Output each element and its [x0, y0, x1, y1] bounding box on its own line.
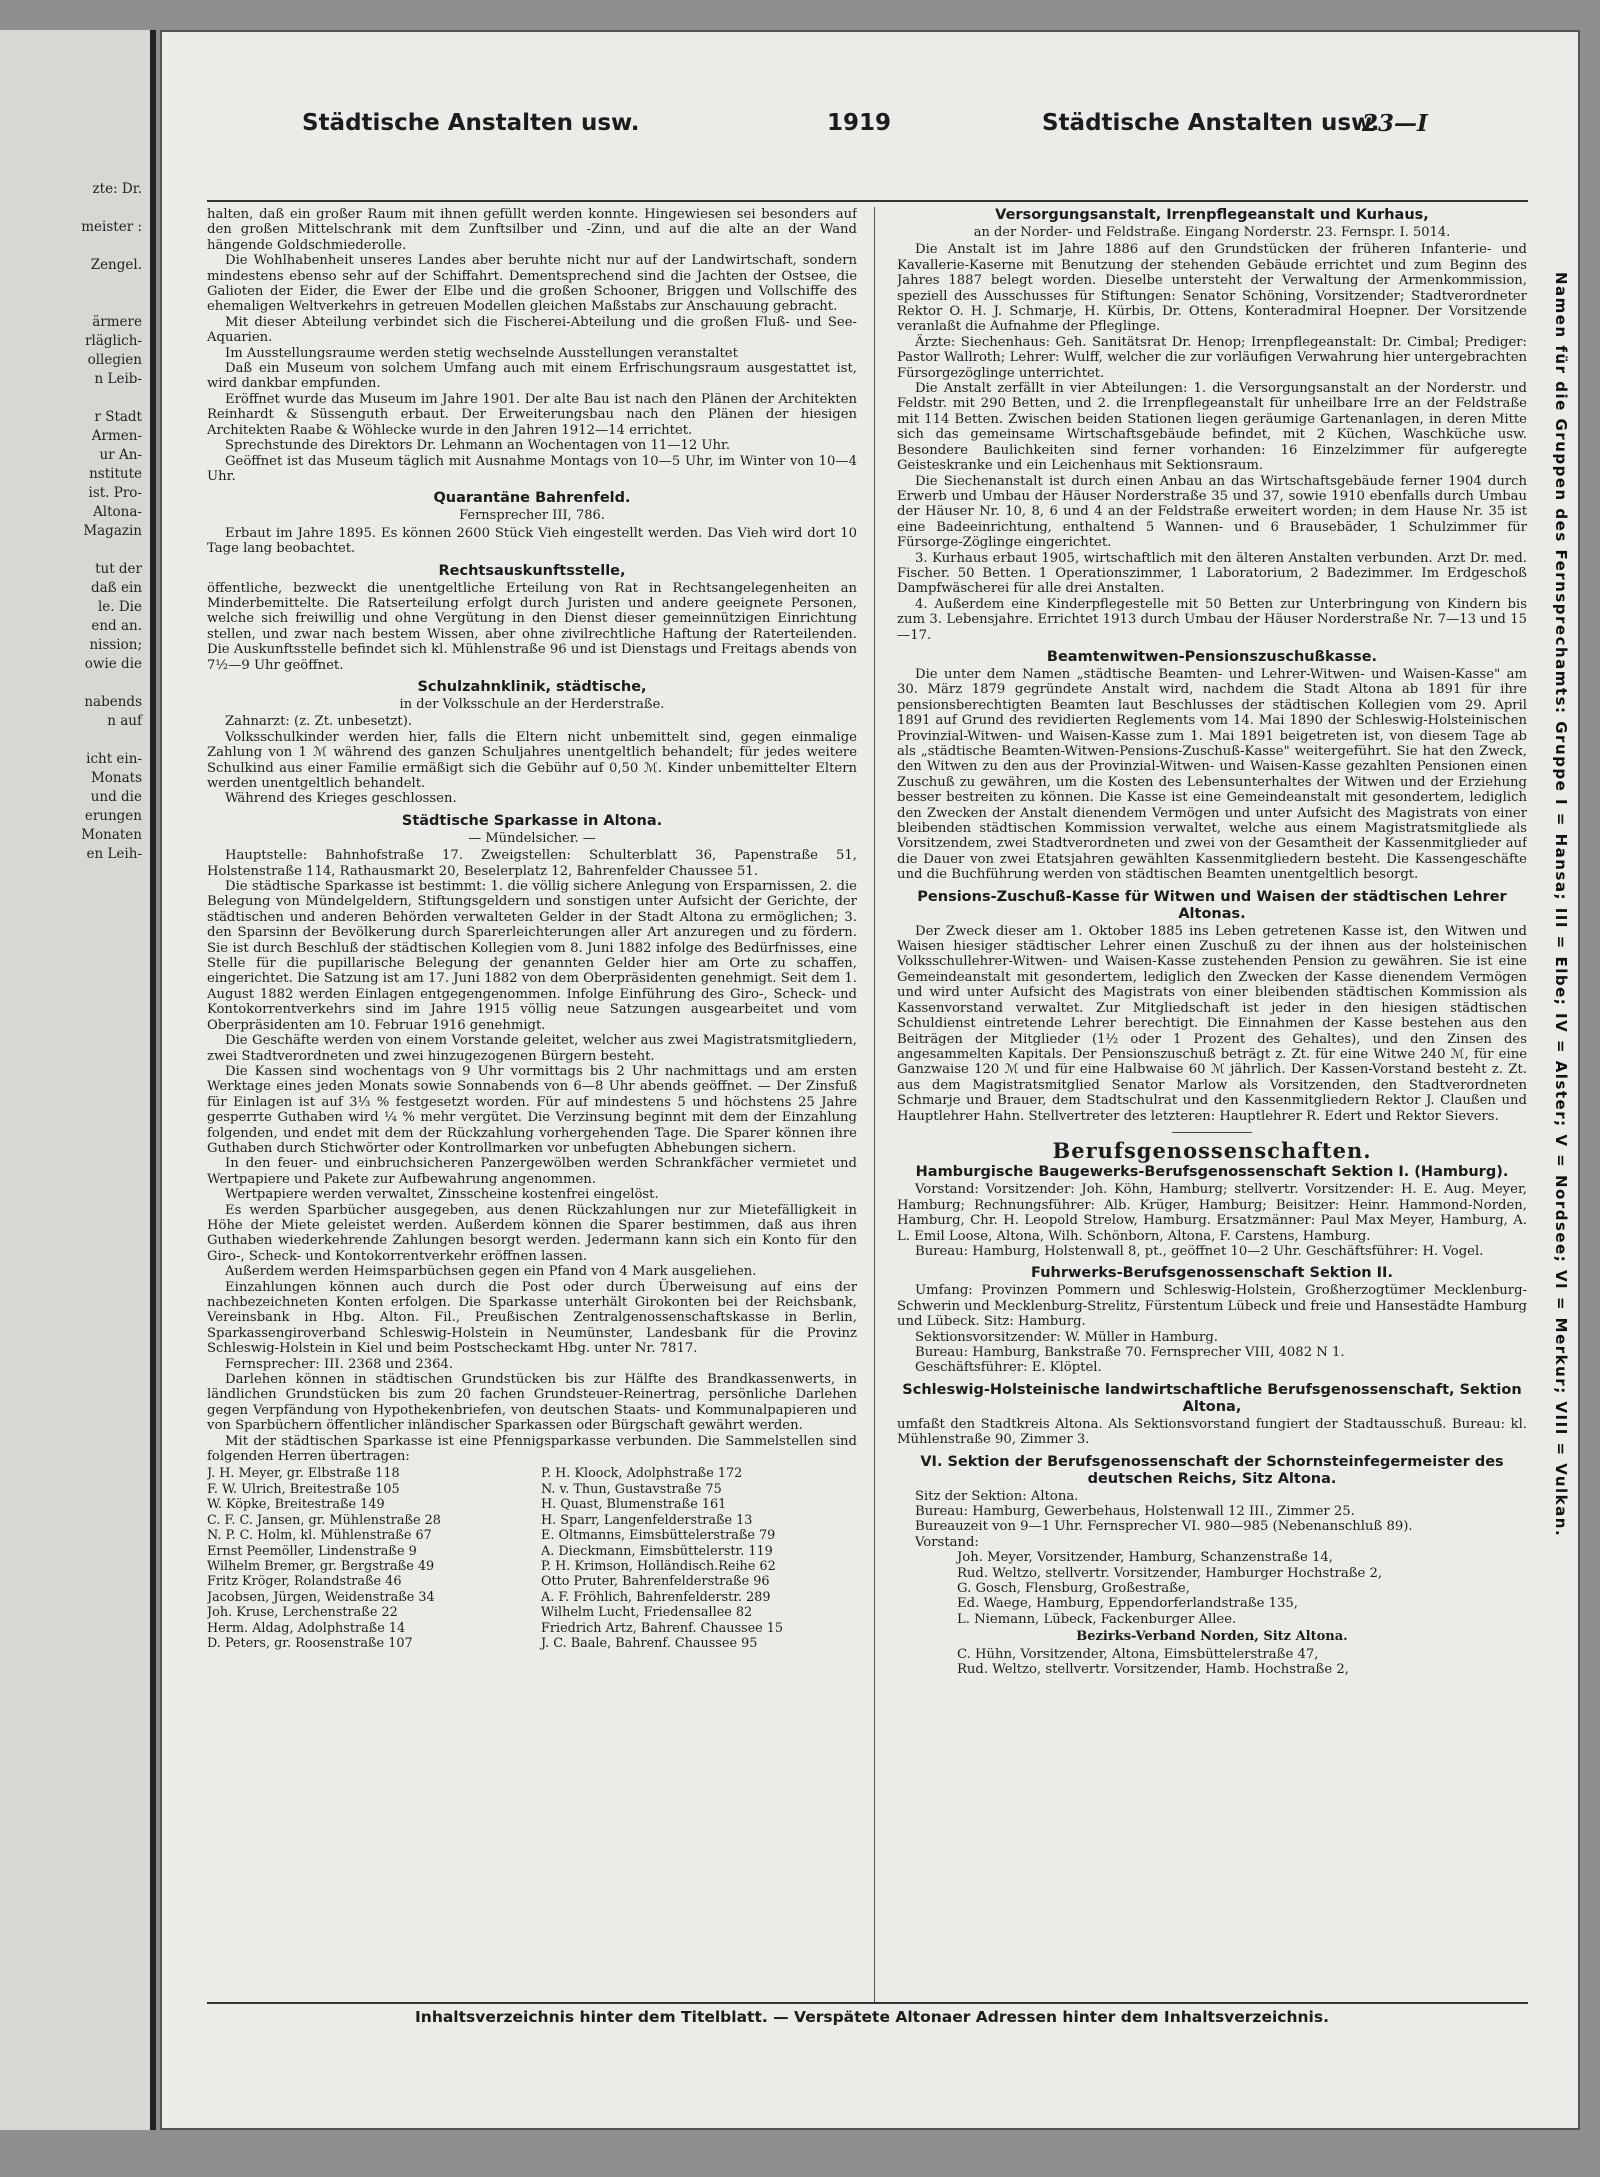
- list-item: Herm. Aldag, Adolphstraße 14: [207, 1620, 406, 1636]
- column-divider: [874, 207, 875, 2002]
- museum-paragraph: Daß ein Museum von solchem Umfang auch mit einem Erfrischungsraum ausgestattet ist, wird dankbar empfunden.: [207, 361, 857, 392]
- list-item: Fritz Kröger, Rolandstraße 46: [207, 1574, 402, 1590]
- right-column: [897, 207, 1527, 1997]
- bottom-rule: [207, 2002, 1528, 2004]
- list-item: N. P. C. Holm, kl. Mühlenstraße 67: [207, 1528, 432, 1544]
- museum-paragraph: Sprechstunde des Direktors Dr. Lehmann an Wochentagen von 11—12 Uhr.: [225, 438, 731, 454]
- museum-paragraph: Mit dieser Abteilung verbindet sich die Fischerei-Abteilung und die großen Fluß- und See-Aquarien.: [207, 314, 857, 346]
- section-paragraph: öffentliche, bezweckt die unentgeltliche Erteilung von Rat in Rechtsangelegenheiten an Minderbemittelte. Die Ratserteilung erfolgt durch Juristen und andere geeignete Personen, welche sich freiwillig und ohne Vergütung in den Dienst dieser gemeinnützigen Einrichtung stellen, und zwar nach bestem Wissen, aber ohne zivilrechtliche Haftung der Raterteilenden. Die Auskunftsstelle befindet sich kl. Mühlenstraße 96 und ist Dienstags und Freitags abends von 7½—9 Uhr geöffnet.: [207, 580, 857, 673]
- section-paragraph: umfaßt den Stadtkreis Altona. Als Sektionsvorstand fungiert der Stadtausschuß. Bureau: kl. Mühlenstraße 90, Zimmer 3.: [897, 1416, 1527, 1448]
- section-paragraph: Vorstand: Vorsitzender: Joh. Köhn, Hamburg; stellvertr. Vorsitzender: H. E. Aug. Meyer, Hamburg; Rechnungsführer: Alb. Krüger, Hamburg; Beisitzer: Heinr. Hammond-Norden, Hamburg, Chr. H. Leopold Strelow, Hamburg. Ersatzmänner: Paul Max Meyer, Hamburg, A. L. Emil Loose, Altona, Wilh. Schönborn, Altona, F. Carstens, Hamburg.: [897, 1182, 1527, 1244]
- section-subtitle: Fernsprecher III, 786.: [459, 508, 605, 524]
- running-header: [162, 110, 1578, 150]
- list-item: Joh. Meyer, Vorsitzender, Hamburg, Schanzenstraße 14,: [957, 1550, 1333, 1566]
- section-line: Bureauzeit von 9—1 Uhr. Fernsprecher VI. 980—985 (Nebenanschluß 89).: [915, 1519, 1413, 1535]
- museum-paragraph: Eröffnet wurde das Museum im Jahre 1901. Der alte Bau ist nach den Plänen der Architekten Reinhardt & Süssenguth erbaut. Der Erweiterungsbau nach den Plänen der hiesigen Architekten Raabe & Wöhlecke wurde in den Jahren 1912—14 errichtet.: [207, 391, 857, 438]
- list-item: Jacobsen, Jürgen, Weidenstraße 34: [207, 1589, 435, 1605]
- sparkasse-section: [207, 813, 857, 1652]
- section-paragraph: Die Anstalt ist im Jahre 1886 auf den Grundstücken der früheren Infanterie- und Kavallerie-Kaserne mit Benutzung der stehenden Gebäude errichtet und zum Beginn des Jahres 1887 belegt worden. Dieselbe untersteht der Verwaltung der Armenkommission, speziell des Ausschusses für Stiftungen: Senator Schöning, Vorsitzender; Stadtverordneter Rektor O. H. J. Schmarje, H. Kürbis, Dr. Ottens, Konteradmiral Hoepner. Der Vorsitzende veranlaßt die Aufnahme der Pfleglinge.: [897, 242, 1527, 335]
- section-line: Bureau: Hamburg, Gewerbehaus, Holstenwall 12 III., Zimmer 25.: [915, 1504, 1355, 1520]
- section-paragraph: Bureau: Hamburg, Holstenwall 8, pt., geöffnet 10—2 Uhr. Geschäftsführer: H. Vogel.: [915, 1243, 1484, 1259]
- section-paragraph: Umfang: Provinzen Pommern und Schleswig-Holstein, Großherzogtümer Mecklenburg-Schwerin und Mecklenburg-Strelitz, Fürstentum Lübeck und freie und Hansestädte Hamburg und Lübeck. Sitz: Hamburg.: [897, 1283, 1527, 1330]
- collector-list: [207, 1466, 857, 1651]
- list-item: W. Köpke, Breitestraße 149: [207, 1497, 385, 1513]
- museum-section: [207, 207, 857, 484]
- section-title: Versorgungsanstalt, Irrenpflegeanstalt und Kurhaus,: [995, 207, 1429, 223]
- list-item: F. W. Ulrich, Breitestraße 105: [207, 1481, 400, 1497]
- major-heading: Berufsgenossenschaften.: [1052, 1137, 1372, 1163]
- subsection-title: Bezirks-Verband Norden, Sitz Altona.: [1076, 1629, 1348, 1645]
- list-item: G. Gosch, Flensburg, Großestraße,: [957, 1581, 1190, 1597]
- section-paragraph: Fernsprecher: III. 2368 und 2364.: [225, 1356, 454, 1372]
- header-right: Städtische Anstalten usw.: [1042, 110, 1380, 136]
- list-item: H. Sparr, Langenfelderstraße 13: [541, 1512, 753, 1528]
- section-paragraph: Ärzte: Siechenhaus: Geh. Sanitätsrat Dr. Henop; Irrenpflegeanstalt: Dr. Cimbal; Prediger: Pastor Wallroth; Lehrer: Wulff, welcher die zur vorläufigen Verwahrung hier untergebrachten Fürsorgezöglinge unterrichtet.: [897, 334, 1527, 381]
- list-item: Ernst Peemöller, Lindenstraße 9: [207, 1543, 417, 1559]
- section-paragraph: Die Siechenanstalt ist durch einen Anbau an das Wirtschaftsgebäude ferner 1904 durch Erwerb und Umbau der Häuser Norderstraße 35 und 37, sowie 1910 ebenfalls durch Umbau der Häuser Nr. 10, 8, 6 und 4 an der Feldstraße erweitert worden; in dem Hause Nr. 35 ist eine Badeeinrichtung, enthaltend 5 Wannen- und 6 Brausebäder, 1 Schulzimmer für Fürsorge-Zöglinge eingerichtet.: [897, 473, 1527, 551]
- section-paragraph: Die Geschäfte werden von einem Vorstande geleitet, welcher aus zwei Magistratsmitgliedern, zwei Stadtverordneten und zwei hinzugezogenen Bürgern besteht.: [207, 1033, 857, 1064]
- section-subtitle: — Mündelsicher. —: [468, 830, 596, 846]
- section-paragraph: Bureau: Hamburg, Bankstraße 70. Fernsprecher VIII, 4082 N 1.: [915, 1345, 1345, 1360]
- section-paragraph: Erbaut im Jahre 1895. Es können 2600 Stück Vieh eingestellt werden. Das Vieh wird dort 10 Tage lang beobachtet.: [207, 525, 857, 557]
- rechtsauskunft-section: [207, 563, 857, 673]
- list-item: Ed. Waege, Hamburg, Eppendorferlandstraße 135,: [957, 1596, 1298, 1612]
- list-item: P. H. Krimson, Holländisch.Reihe 62: [541, 1558, 776, 1574]
- section-paragraph: Die Kassen sind wochentags von 9 Uhr vormittags bis 2 Uhr nachmittags und am ersten Werktage eines jeden Monats sowie Sonnabends von 6—8 Uhr abends geöffnet. — Der Zinsfuß für Einlagen ist auf 3⅓ % festgesetzt worden. Für auf mindestens 5 und höchstens 25 Jahre gesperrte Guthaben wird ¼ % mehr vergütet. Die Verzinsung beginnt mit dem der Einzahlung folgenden, und endet mit dem der Rückzahlung vorhergehenden Tage. Die Sparer können ihre Guthaben durch Stichwörter oder Kontrollmarken vor unbefugten Abhebungen sichern.: [207, 1063, 857, 1156]
- section-paragraph: Die städtische Sparkasse ist bestimmt: 1. die völlig sichere Anlegung von Ersparnissen, 2. die Belegung von Mündelgeldern, Stiftungsgeldern und sonstigen unter Aufsicht der Gerichte, der städtischen und anderen Behörden verwalteten Gelder in der Stadt Altona zu ermöglichen; 3. den Sparsinn der Bevölkerung durch Sparerleichterungen aller Art anzuregen und zu fördern. Sie ist durch Beschluß der städtischen Kollegien vom 8. Juni 1882 infolge des Bedürfnisses, eine Stelle für die pupillarische Belegung der genannten Gelder hier am Orte zu schaffen, eingerichtet. Die Satzung ist am 17. Juni 1882 von dem Oberpräsidenten genehmigt. Seit dem 1. August 1882 werden Einlagen entgegengenommen. Infolge Einführung des Giro-, Scheck- und Kontokorrentverkehrs sind im Jahre 1915 völlig neue Satzungen ausgearbeitet und vom Oberpräsidenten am 10. Februar 1916 genehmigt.: [207, 879, 857, 1033]
- museum-paragraph: halten, daß ein großer Raum mit ihnen gefüllt werden konnte. Hingewiesen sei besonders auf den großen Mittelschrank mit dem Zunftsilber und -Zinn, und auf die alte an der Wand hängende Goldschmiederolle.: [207, 207, 857, 253]
- section-paragraph: Außerdem werden Heimsparbüchsen gegen ein Pfand von 4 Mark ausgeliehen.: [225, 1264, 757, 1280]
- list-item: Rud. Weltzo, stellvertr. Vorsitzender, Hamburger Hochstraße 2,: [957, 1565, 1383, 1581]
- section-title: Quarantäne Bahrenfeld.: [433, 490, 631, 507]
- section-paragraph: Geschäftsführer: E. Klöptel.: [915, 1360, 1102, 1376]
- section-paragraph: Hauptstelle: Bahnhofstraße 17. Zweigstellen: Schulterblatt 36, Papenstraße 51, Holstenstraße 114, Rathausmarkt 20, Beselerplatz 12, Bahrenfelder Chaussee 51.: [207, 848, 857, 879]
- section-title: Rechtsauskunftsstelle,: [438, 562, 626, 579]
- collector-column-left: [207, 1466, 523, 1651]
- pensionszuschuss-section: [897, 889, 1527, 1124]
- header-left: Städtische Anstalten usw.: [302, 110, 640, 136]
- list-item: C. Hühn, Vorsitzender, Altona, Eimsbüttelerstraße 47,: [957, 1646, 1319, 1662]
- section-subtitle: an der Norder- und Feldstraße. Eingang Norderstr. 23. Fernspr. I. 5014.: [973, 225, 1451, 240]
- list-item: H. Quast, Blumenstraße 161: [541, 1497, 727, 1513]
- section-paragraph: Volksschulkinder werden hier, falls die Eltern nicht unbemittelt sind, gegen einmalige Zahlung von 1 ℳ während des ganzen Schuljahres unentgeltlich behandelt; für jedes weitere Schulkind aus einer Familie ermäßigt sich die Gebühr auf 0,50 ℳ. Kinder unbemittelter Eltern werden unentgeltlich behandelt.: [207, 729, 857, 791]
- list-item: Wilhelm Bremer, gr. Bergstraße 49: [207, 1558, 435, 1574]
- berufsgenossenschaften-section: [897, 1137, 1527, 1678]
- section-title: Beamtenwitwen-Pensionszuschußkasse.: [1046, 648, 1378, 665]
- list-item: L. Niemann, Lübeck, Fackenburger Allee.: [957, 1611, 1237, 1627]
- list-item: A. Dieckmann, Eimsbüttelerstr. 119: [541, 1543, 773, 1559]
- list-item: N. v. Thun, Gustavstraße 75: [541, 1481, 722, 1497]
- museum-paragraph: Im Ausstellungsraume werden stetig wechselnde Ausstellungen veranstaltet: [225, 345, 738, 361]
- adjacent-page-edge: [0, 30, 156, 2130]
- section-line: Sitz der Sektion: Altona.: [915, 1488, 1079, 1504]
- list-item: J. H. Meyer, gr. Elbstraße 118: [207, 1466, 400, 1482]
- collector-column-right: [541, 1466, 857, 1651]
- footer-note: Inhaltsverzeichnis hinter dem Titelblatt. — Verspätete Altonaer Adressen hinter dem Inhaltsverzeichnis.: [415, 2008, 1329, 2026]
- list-item: Joh. Kruse, Lerchenstraße 22: [207, 1605, 398, 1621]
- section-paragraph: Wertpapiere werden verwaltet, Zinsscheine kostenfrei eingelöst.: [225, 1187, 659, 1203]
- list-item: Wilhelm Lucht, Friedensallee 82: [541, 1605, 753, 1621]
- list-item: J. C. Baale, Bahrenf. Chaussee 95: [541, 1635, 758, 1651]
- museum-paragraph: Geöffnet ist das Museum täglich mit Ausnahme Montags von 10—5 Uhr, im Winter von 10—4 Uhr.: [207, 453, 857, 484]
- adjacent-page-fragments: zte: Dr. meister : Zengel. ärmere rläglich- ollegien n Leib- r Stadt Armen- ur An- nstitute ist. Pro- Altona- Magazin tut der daß ein le. Die end an. nission; owie die nabends n auf icht ein- Monats und die erungen Monaten en Leih-: [81, 181, 142, 862]
- museum-paragraph: Die Wohlhabenheit unseres Landes aber beruhte nicht nur auf der Landwirtschaft, sondern mindestens ebenso sehr auf der Schiffahrt. Dementsprechend sind die Jachten der Ostsee, die Galioten der Eider, die Ewer der Elbe und die großen Schooner, Briggen und Vollschiffe des ehemaligen Weltverkehrs in getreuen Modellen gleichen Maßstabs zur Anschauung gebracht.: [207, 253, 857, 315]
- section-title: VI. Sektion der Berufsgenossenschaft der Schornsteinfegermeister des deutschen Reichs, Sitz Altona.: [920, 1453, 1504, 1487]
- section-paragraph: Die unter dem Namen „städtische Beamten- und Lehrer-Witwen- und Waisen-Kasse" am 30. März 1879 gegründete Anstalt wird, nachdem die Stadt Altona ab 1891 für ihre pensionsberechtigten Beamten laut Beschlusses der städtischen Kollegien vom 29. April 1891 auf Grund des revidierten Reglements vom 14. Mai 1890 der Schleswig-Holsteinischen Provinzial-Witwen- und Waisen-Kasse zum 1. Mai 1891 beigetreten ist, von diesem Tage ab als „städtische Beamten-Witwen-Pensions-Zuschuß-Kasse" weitergeführt. Sie hat den Zweck, den Witwen zu den aus der Provinzial-Witwen- und Waisen-Kasse gezahlten Pensionen einen Zuschuß zu gewähren, um die Kosten des Lebensunterhaltes der Witwen und der Erziehung besser bestreiten zu können. Die Kasse ist eine Gemeindeanstalt mit gesondertem, lediglich den Zwecken der Anstalt dienendem Vermögen und unter Aufsicht des Magistrats von einer bleibenden städtischen Kommission verwaltet, welche aus einem Magistratsmitgliede als Vorsitzendem, zwei Stadtverordneten und zwei von der Gesamtheit der Kassenmitglieder auf die Dauer von zwei Etatsjahren gewählten Kassenmitgliedern besteht. Die Kassengeschäfte und die Buchführung werden von städtischen Beamten unentgeltlich besorgt.: [897, 666, 1527, 883]
- section-title: Pensions-Zuschuß-Kasse für Witwen und Waisen der städtischen Lehrer Altonas.: [917, 888, 1507, 922]
- section-title: Fuhrwerks-Berufsgenossenschaft Sektion II.: [1031, 1265, 1393, 1282]
- section-title: Schleswig-Holsteinische landwirtschaftliche Berufsgenossenschaft, Sektion Altona,: [902, 1381, 1522, 1415]
- section-paragraph: Einzahlungen können auch durch die Post oder durch Überweisung auf eins der nachbezeichneten Konten erfolgen. Die Sparkasse unterhält Girokonten bei der Reichsbank, Vereinsbank in Hbg. Alton. Fil., Preußischen Zentralgenossenschaftskasse in Berlin, Sparkassengiroverband Schleswig-Holstein in Neumünster, Landesbank für die Provinz Schleswig-Holstein in Kiel und beim Postscheckamt Hbg. unter Nr. 7817.: [207, 1279, 857, 1357]
- left-column: [207, 207, 857, 1997]
- vertical-sidebar-note: Namen für die Gruppen des Fernsprechamts: Gruppe I = Hansa; III = Elbe; IV = Alster; V = Nordsee; VI = Merkur; VIII = Vulkan.: [1552, 272, 1570, 1538]
- list-item: Otto Pruter, Bahrenfelderstraße 96: [541, 1574, 770, 1590]
- versorgungsanstalt-section: [897, 207, 1527, 643]
- list-item: E. Oltmanns, Eimsbüttelerstraße 79: [541, 1528, 776, 1544]
- list-item: D. Peters, gr. Roosenstraße 107: [207, 1635, 413, 1651]
- section-paragraph: In den feuer- und einbruchsicheren Panzergewölben werden Schrankfächer vermietet und Wertpapiere und Pakete zur Aufbewahrung angenommen.: [207, 1156, 857, 1187]
- header-year: 1919: [827, 110, 892, 136]
- section-paragraph: Es werden Sparbücher ausgegeben, aus denen Rückzahlungen nur zur Mietefälligkeit in Höhe der Miete geleistet werden. Außerdem können die Sparer bestimmen, daß aus ihren Guthaben wiederkehrende Zahlungen besorgt werden. Jedermann kann sich ein Konto für den Giro-, Scheck- und Kontokorrentverkehr eröffnen lassen.: [207, 1202, 857, 1264]
- section-paragraph: Mit der städtischen Sparkasse ist eine Pfennigsparkasse verbunden. Die Sammelstellen sind folgenden Herren übertragen:: [207, 1433, 857, 1465]
- section-paragraph: 4. Außerdem eine Kinderpflegestelle mit 50 Betten zur Unterbringung von Kindern bis zum 3. Lebensjahre. Errichtet 1913 durch Umbau der Häuser Norderstraße Nr. 7—13 und 15—17.: [897, 596, 1527, 643]
- quarantaene-section: [207, 490, 857, 556]
- section-paragraph: 3. Kurhaus erbaut 1905, wirtschaftlich mit den älteren Anstalten verbunden. Arzt Dr. med. Fischer. 50 Betten. 1 Operationszimmer, 1 Laboratorium, 2 Badezimmer. Im Erdgeschoß Dampfwäscherei für alle drei Anstalten.: [897, 550, 1527, 597]
- list-item: Rud. Weltzo, stellvertr. Vorsitzender, Hamb. Hochstraße 2,: [957, 1662, 1349, 1678]
- top-rule: [207, 200, 1528, 202]
- list-item: A. F. Fröhlich, Bahrenfelderstr. 289: [541, 1589, 771, 1605]
- section-paragraph: Während des Krieges geschlossen.: [225, 791, 457, 807]
- section-paragraph: Zahnarzt: (z. Zt. unbesetzt).: [225, 714, 413, 730]
- beamtenwitwen-section: [897, 649, 1527, 883]
- document-page: [160, 30, 1580, 2130]
- section-paragraph: Die Anstalt zerfällt in vier Abteilungen: 1. die Versorgungsanstalt an der Norderstr. und Feldstr. mit 290 Betten, und 2. die Irrenpflegeanstalt für unheilbare Irre an der Feldstraße mit 114 Betten. Zwischen beiden Stationen liegen geräumige Gartenanlagen, in deren Mitte sich das gemeinsame Wirtschaftsgebäude befindet, mit 2 Küchen, Waschküche usw. Besondere Baulichkeiten sind ferner vorhanden: 16 Einzelzimmer für aufgeregte Geisteskranke und ein Leichenhaus mit Sektionsraum.: [897, 381, 1527, 474]
- schulzahnklinik-section: [207, 679, 857, 807]
- section-line: Vorstand:: [915, 1534, 979, 1550]
- section-title: Hamburgische Baugewerks-Berufsgenossenschaft Sektion I. (Hamburg).: [915, 1164, 1509, 1181]
- section-divider: [1172, 1132, 1252, 1133]
- section-paragraph: Der Zweck dieser am 1. Oktober 1885 ins Leben getretenen Kasse ist, den Witwen und Waisen hiesiger städtischer Lehrer einen Zuschuß zu der ihnen aus der holsteinischen Volksschullehrer-Witwen- und Waisen-Kasse zustehenden Pension zu gewähren. Sie ist eine Gemeindeanstalt mit gesondertem, lediglich den Zwecken der Kasse dienendem Vermögen und wird unter Aufsicht des Magistrats von einer bleibenden städtischen Kommission als Kassenvorstand verwaltet. Zur Mitgliedschaft ist jeder in den hiesigen städtischen Schuldienst eintretende Lehrer berechtigt. Die Einnahmen der Kasse bestehen aus den Beiträgen der Mitglieder (1½ oder 1 Prozent des Gehaltes), und den Zinsen des angesammelten Kapitals. Der Pensionszuschuß beträgt z. Zt. für eine Witwe 240 ℳ, für eine Ganzwaise 120 ℳ und für eine Halbwaise 60 ℳ jährlich. Der Kassen-Vorstand besteht z. Zt. aus dem Magistratsmitglied Senator Marlow als Vorsitzenden, den Stadtverordneten Schmarje und Brauer, dem Stadtschulrat und den Kassenmitgliedern Rektor J. Claußen und Hauptlehrer Hahn. Stellvertreter des letzteren: Hauptlehrer R. Edert und Rektor Sievers.: [897, 923, 1527, 1124]
- section-subtitle: in der Volksschule an der Herderstraße.: [399, 696, 665, 712]
- section-paragraph: Darlehen können in städtischen Grundstücken bis zur Hälfte des Brandkassenwerts, in ländlichen Grundstücken bis zum 20 fachen Grundsteuer-Reinertrag, persönliche Darlehen gegen Verpfändung von Hypothekenbriefen, von deutschen Staats- und Kommunalpapieren und von Sparbüchern öffentlicher inländischer Sparkassen oder Bürgschaft gewährt werden.: [207, 1372, 857, 1434]
- section-paragraph: Sektionsvorsitzender: W. Müller in Hamburg.: [915, 1329, 1218, 1345]
- list-item: P. H. Kloock, Adolphstraße 172: [541, 1466, 743, 1482]
- page-number: 23—I: [1362, 110, 1428, 137]
- section-title: Schulzahnklinik, städtische,: [417, 678, 647, 695]
- section-title: Städtische Sparkasse in Altona.: [401, 812, 663, 829]
- list-item: Friedrich Artz, Bahrenf. Chaussee 15: [541, 1620, 784, 1636]
- list-item: C. F. C. Jansen, gr. Mühlenstraße 28: [207, 1512, 441, 1528]
